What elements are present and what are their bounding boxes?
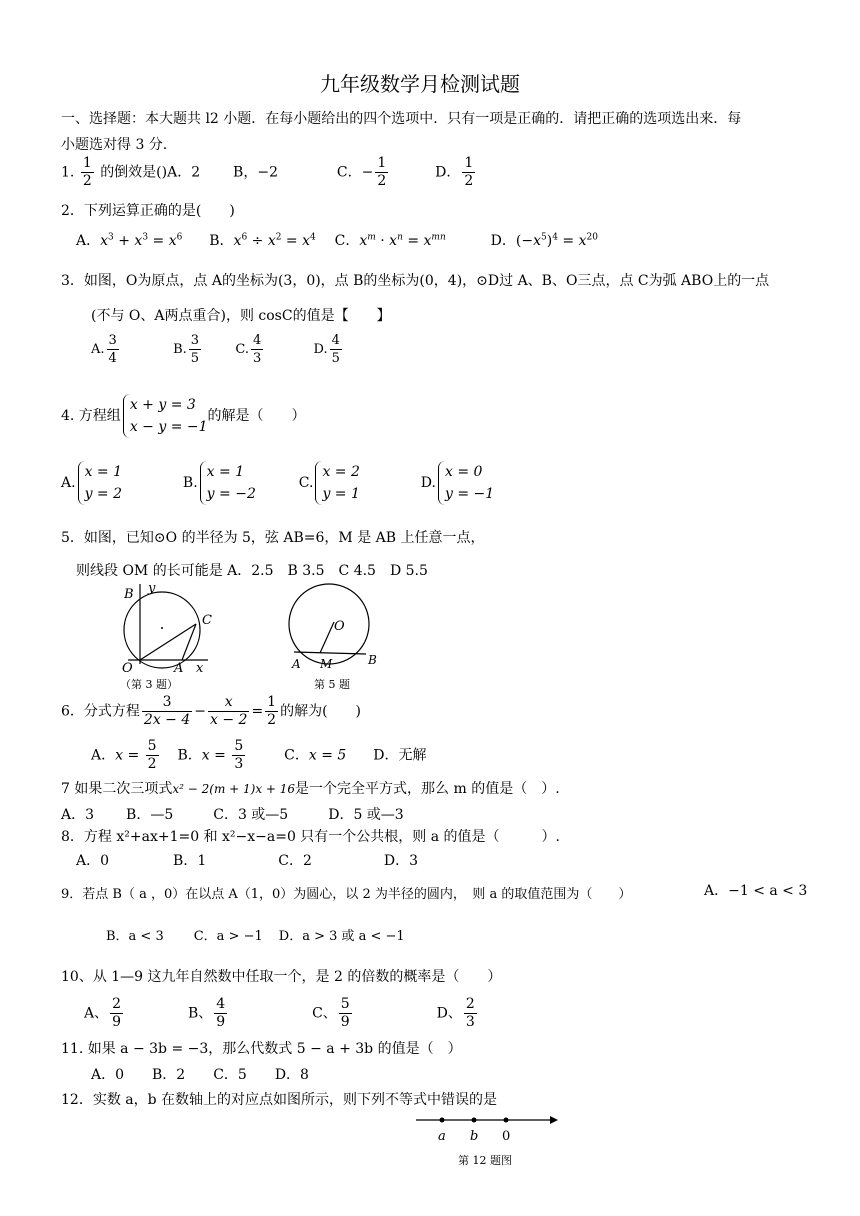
question-6: 6．分式方程 $\frac{3}{2x - 4}$ − $\frac{x}{x - 2}$ = $\frac{1}{2}$ 的解为( ) bbox=[61, 694, 362, 728]
q3-options: A. $\frac{3}{4}$ B. $\frac{3}{5}$ C. $\frac{4}{3}$ D. $\frac{4}{5}$ bbox=[91, 333, 340, 366]
label-a: a bbox=[438, 1129, 446, 1144]
figure-3 bbox=[110, 580, 220, 692]
question-5-line1: 5．如图，已知⊙O 的半径为 5，弦 AB=6，M 是 AB 上任意一点， bbox=[61, 530, 485, 546]
point-zero bbox=[504, 1118, 509, 1123]
q1-fraction: $\frac{1}{2}$ bbox=[82, 155, 92, 189]
q8-options: A．0 B．1 C．2 D．3 bbox=[76, 853, 418, 869]
fig5-label-A: A bbox=[292, 657, 301, 671]
q1-option-d: D． bbox=[435, 164, 461, 181]
q2-options: A．$x^3 + x^3 = x^6$ B．$x^6 \div x^2 = x^4$ C．$x^m \cdot x^n = x^{mn}$ D．$(-x^5)^4 = x^{20}$ bbox=[76, 232, 598, 249]
question-4: 4. 方程组 x + y = 3 x − y = −1 的解是（ ） bbox=[61, 394, 306, 438]
question-2: 2．下列运算正确的是( ) bbox=[61, 203, 235, 219]
fig3-label-A: A bbox=[174, 661, 184, 676]
figure-5 bbox=[282, 578, 392, 690]
q11-options: A．0 B．2 C．5 D．8 bbox=[91, 1067, 309, 1083]
page-title: 九年级数学月检测试题 bbox=[320, 72, 520, 96]
fig5-label-B: B bbox=[368, 653, 377, 667]
fig5-label-M: M bbox=[320, 657, 333, 671]
section-instructions-line2: 小题选对得 3 分. bbox=[61, 137, 168, 153]
question-8: 8．方程 x²+ax+1=0 和 x²−x−a=0 只有一个公共根，则 a 的值是（ ）. bbox=[61, 829, 561, 845]
fig3-label-O: O bbox=[122, 661, 133, 676]
question-10: 10、从 1—9 这九年自然数中任取一个，是 2 的倍数的概率是（ ） bbox=[61, 969, 502, 985]
q9-option-a: A．−1 < a < 3 bbox=[704, 883, 808, 899]
question-3-line1: 3．如图，O为原点，点 A的坐标为(3，0)，点 B的坐标为(0，4)，⊙D过 A、B、O三点，点 C为弧 ABO上的一点 bbox=[61, 273, 770, 289]
q4-options: A. x = 1 y = 2 B. x = 1 y = −2 C. x = 2 y = 1 D. x = 0 y = −1 bbox=[61, 461, 494, 505]
question-12: 12．实数 a，b 在数轴上的对应点如图所示，则下列不等式中错误的是 bbox=[61, 1092, 498, 1108]
q7-options: A．3 B．—5 C．3 或—5 D．5 或—3 bbox=[61, 807, 404, 823]
fig3-label-C: C bbox=[202, 613, 212, 628]
question-3-line2: (不与 O、A两点重合)，则 cosC的值是【 】 bbox=[91, 308, 391, 324]
point-b bbox=[472, 1118, 477, 1123]
fig3-caption: （第 3 题） bbox=[120, 678, 178, 691]
fig3-label-y: y bbox=[148, 581, 156, 596]
label-zero: 0 bbox=[502, 1129, 511, 1144]
question-7: 7 如果二次三项式x² − 2(m + 1)x + 16是一个完全平方式，那么 m 的值是（ ）. bbox=[61, 781, 560, 797]
q1-number: 1. bbox=[61, 164, 75, 181]
fig5-label-O: O bbox=[334, 619, 345, 634]
section-instructions-line1: 一、选择题：本大题共 l2 小题．在每小题给出的四个选项中．只有一项是正确的．请把正确的选项选出来．每 bbox=[61, 111, 742, 127]
q1-option-b: B，−2 bbox=[233, 164, 278, 181]
figure-12-number-line bbox=[412, 1108, 562, 1172]
question-9: 9．若点 B（ a ，0）在以点 A（1，0）为圆心，以 2 为半径的圆内， 则 a 的取值范围为（ ） bbox=[61, 887, 632, 902]
q10-options: A、 $\frac{2}{9}$ B、 $\frac{4}{9}$ C、 $\frac{5}{9}$ D、 $\frac{2}{3}$ bbox=[84, 996, 475, 1030]
question-5-line2: 则线段 OM 的长可能是 A．2.5 B 3.5 C 4.5 D 5.5 bbox=[76, 563, 428, 579]
point-a bbox=[440, 1118, 445, 1123]
q1-option-c: C． bbox=[336, 164, 362, 181]
fig5-caption: 第 5 题 bbox=[314, 678, 350, 690]
q9-options: B．a < 3 C．a > −1 D．a > 3 或 a < −1 bbox=[106, 929, 405, 944]
fig3-label-B: B bbox=[124, 587, 134, 602]
fig3-label-x: x bbox=[196, 661, 204, 676]
q1-text: 的倒效是()A．2 bbox=[100, 164, 201, 181]
question-1: 1. $\frac{1}{2}$ 的倒效是()A．2 B，−2 C．− $\frac{1}{2}$ D． $\frac{1}{2}$ bbox=[61, 155, 474, 189]
q6-options: A．x = $\frac{5}{2}$ B．x = $\frac{5}{3}$ C．x = 5 D．无解 bbox=[91, 738, 427, 772]
fig12-caption: 第 12 题图 bbox=[458, 1154, 512, 1167]
question-11: 11. 如果 a − 3b = −3，那么代数式 5 − a + 3b 的值是（ ） bbox=[61, 1041, 462, 1057]
label-b: b bbox=[470, 1129, 479, 1144]
